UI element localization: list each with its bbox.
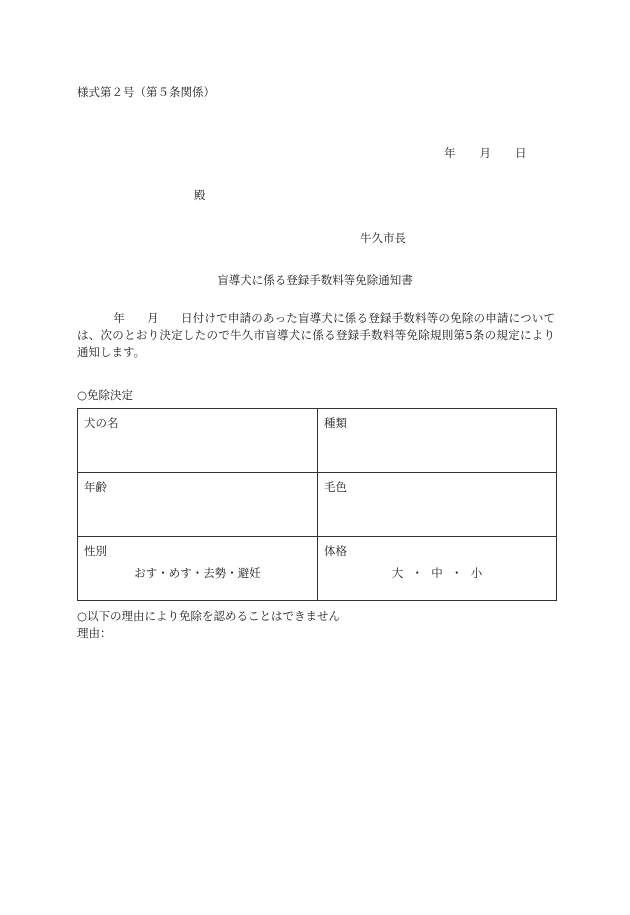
body-paragraph — [77, 310, 555, 361]
size-medium: 中 — [431, 566, 443, 580]
date-year: 年 — [444, 146, 456, 160]
sex-label: 性別 — [84, 544, 107, 558]
date-line — [444, 145, 527, 161]
size-separator: ・ — [411, 566, 423, 580]
sex-options: おす・めす・去勢・避妊 — [134, 566, 261, 580]
exemption-table — [77, 408, 557, 601]
age-label: 年齢 — [84, 480, 107, 494]
addressee-suffix: 殿 — [194, 188, 206, 202]
table-row — [78, 409, 557, 473]
date-day: 日 — [515, 146, 527, 160]
body-month: 月 — [146, 311, 159, 325]
section-decision-heading: ○免除決定 — [77, 388, 134, 402]
date-month: 月 — [479, 146, 491, 160]
body-year: 年 — [113, 311, 125, 325]
table-row — [78, 537, 557, 601]
reason-label: 理由： — [77, 626, 112, 640]
dog-name-cell — [78, 409, 318, 473]
coat-color-label: 毛色 — [324, 480, 347, 494]
table-row — [78, 473, 557, 537]
size-options — [324, 565, 550, 581]
age-cell — [78, 473, 318, 537]
size-separator: ・ — [451, 566, 463, 580]
section-denial-heading: ○以下の理由により免除を認めることはできません — [77, 609, 341, 623]
document-title: 盲導犬に係る登録手数料等免除通知書 — [217, 273, 413, 287]
coat-color-cell — [318, 473, 557, 537]
form-number: 様式第２号（第５条関係） — [77, 85, 215, 99]
breed-label: 種類 — [324, 416, 347, 430]
size-small: 小 — [470, 566, 483, 580]
dog-name-label: 犬の名 — [84, 416, 119, 430]
size-large: 大 — [391, 566, 404, 580]
body-text: 日付けで申請のあった盲導犬に係る登録手数料等の免除の申請については、次のとおり決定したので牛久市盲導犬に係る登録手数料等免除規則第5条の規定により通知します。 — [77, 311, 556, 359]
size-cell — [318, 537, 557, 601]
size-label: 体格 — [324, 544, 347, 558]
breed-cell — [318, 409, 557, 473]
sender-name: 牛久市長 — [360, 231, 406, 245]
sex-cell — [78, 537, 318, 601]
